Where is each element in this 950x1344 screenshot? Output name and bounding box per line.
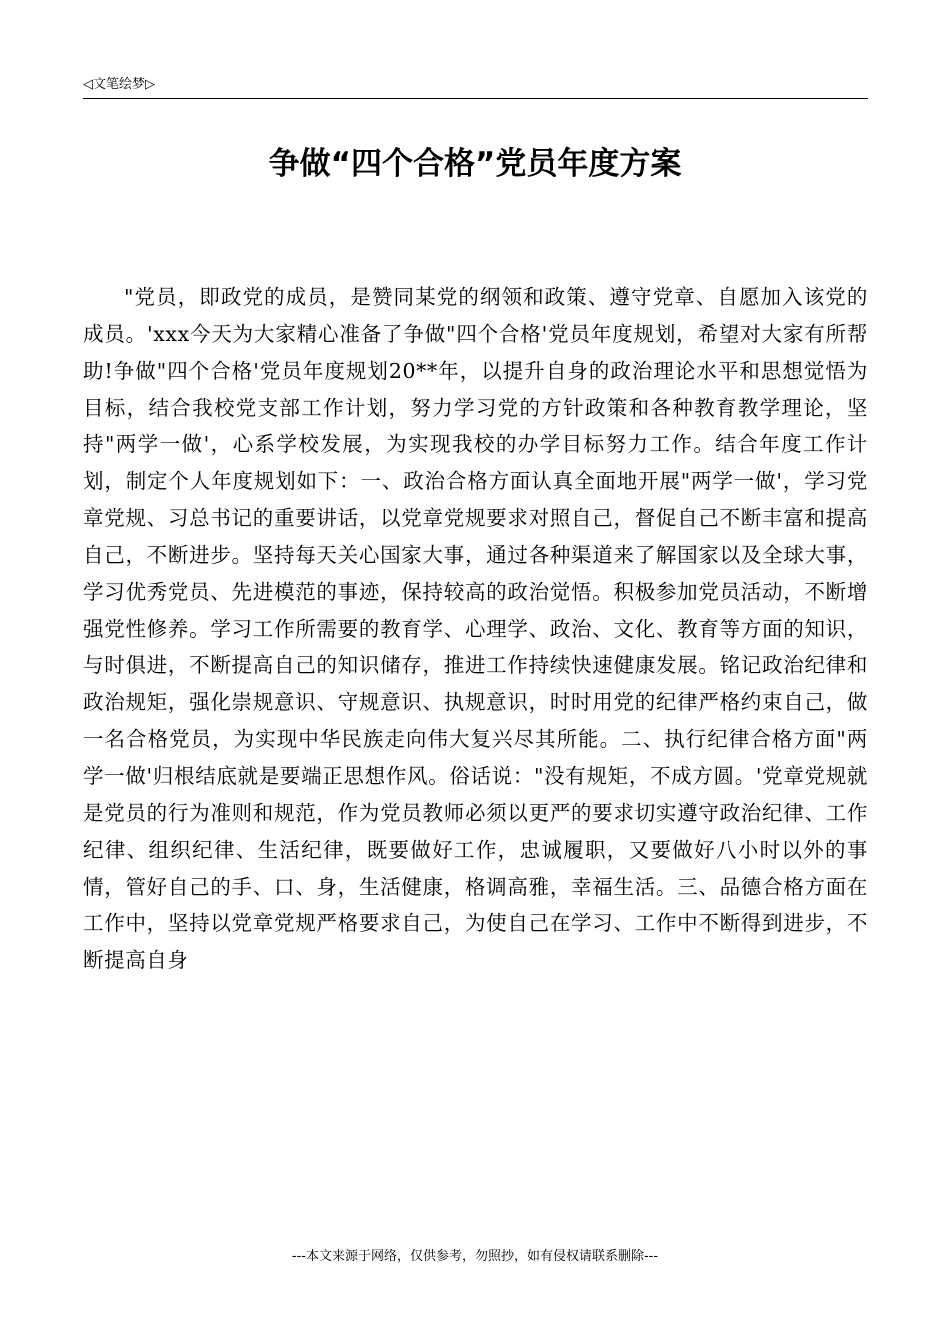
page-footer: ---本文来源于网络，仅供参考，勿照抄，如有侵权请联系删除--- — [291, 1249, 659, 1264]
document-body: "党员，即政党的成员，是赞同某党的纲领和政策、遵守党章、自愿加入该党的成员。'xxx今天为大家精心准备了争做"四个合格'党员年度规划，希望对大家有所帮助!争做"四个合格'党员年度规划20**年，以提升自身的政治理论水平和思想觉悟为目标，结合我校党支部工作计划，努力学习党的方针政策和各种教育教学理论，坚持"两学一做'，心系学校发展，为实现我校的办学目标努力工作。结合年度工作计划，制定个人年度规划如下：一、政治合格方面认真全面地开展"两学一做'，学习党章党规、习总书记的重要讲话，以党章党规要求对照自己，督促自己不断丰富和提高自己，不断进步。坚持每天关心国家大事，通过各种渠道来了解国家以及全球大事，学习优秀党员、先进模范的事迹，保持较高的政治觉悟。积极参加党员活动，不断增强党性修养。学习工作所需要的教育学、心理学、政治、文化、教育等方面的知识，与时俱进，不断提高自己的知识储存，推进工作持续快速健康发展。铭记政治纪律和政治规矩，强化崇规意识、守规意识、执规意识，时时用党的纪律严格约束自己，做一名合格党员，为实现中华民族走向伟大复兴尽其所能。二、执行纪律合格方面"两学一做'归根结底就是要端正思想作风。俗话说："没有规矩，不成方圆。'党章党规就是党员的行为准则和规范，作为党员教师必须以更严的要求切实遵守政治纪律、工作纪律、组织纪律、生活纪律，既要做好工作，忠诚履职，又要做好八小时以外的事情，管好自己的手、口、身，生活健康，格调高雅，幸福生活。三、品德合格方面在工作中，坚持以党章党规严格要求自己，为使自己在学习、工作中不断得到进步，不断提高自身 — [83, 285, 868, 973]
document-title: 争做“四个合格”党员年度方案 — [268, 146, 682, 182]
page-header — [83, 76, 868, 99]
header-text: ◁文笔绘梦▷ — [83, 77, 155, 92]
